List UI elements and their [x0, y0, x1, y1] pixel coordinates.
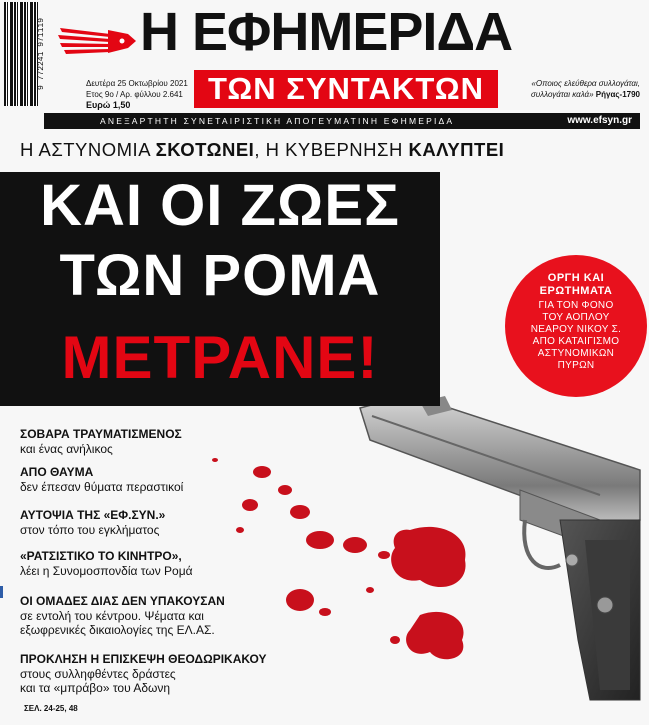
story-item[interactable]: [20, 652, 267, 695]
teaser-line-3: ΝΕΑΡΟΥ ΝΙΚΟΥ Σ.: [530, 324, 622, 335]
story-heading: ΣΟΒΑΡΑ ΤΡΑΥΜΑΤΙΣΜΕΝΟΣ: [20, 427, 182, 441]
issue-number: Ετος 9ο / Αρ. φύλλου 2.641: [86, 90, 183, 99]
tagline: ΑΝΕΞΑΡΤΗΤΗ ΣΥΝΕΤΑΙΡΙΣΤΙΚΗ ΑΠΟΓΕΥΜΑΤΙΝΗ ΕΦΗΜΕΡΙΔΑ: [100, 116, 455, 126]
story-item[interactable]: [20, 549, 193, 578]
story-item[interactable]: [20, 508, 165, 537]
teaser-title-line-1: ΟΡΓΗ ΚΑΙ: [547, 272, 605, 284]
story-body: στους συλληφθέντες δράστες: [20, 667, 176, 681]
headline-line-2: ΤΩΝ ΡΟΜΑ: [59, 243, 381, 308]
story-body: σε εντολή του κέντρου. Ψέματα και: [20, 609, 204, 623]
edge-strip: [0, 586, 3, 598]
issue-price: Ευρώ 1,50: [86, 100, 131, 110]
main-headline: [0, 172, 440, 406]
teaser-title-line-2: ΕΡΩΤΗΜΑΤΑ: [539, 285, 613, 297]
story-heading: «ΡΑΤΣΙΣΤΙΚΟ ΤΟ ΚΙΝΗΤΡΟ»,: [20, 549, 182, 563]
teaser-line-6: ΠΥΡΩΝ: [557, 360, 595, 371]
teaser-body: [511, 300, 641, 372]
page-reference: ΣΕΛ. 24-25, 48: [24, 704, 78, 713]
motto-quote-2: συλλογάται καλά»: [530, 90, 594, 99]
headline-line-1: ΚΑΙ ΟΙ ΖΩΕΣ: [40, 173, 400, 238]
story-item[interactable]: [20, 465, 183, 494]
website-link[interactable]: www.efsyn.gr: [567, 115, 632, 126]
headline-line-3: ΜΕΤΡΑΝΕ!: [61, 324, 379, 391]
story-item[interactable]: [20, 594, 225, 637]
issue-date: Δευτέρα 25 Οκτωβρίου 2021: [86, 79, 188, 88]
story-body: λέει η Συνομοσπονδία των Ρομά: [20, 564, 193, 578]
teaser-title: [505, 272, 647, 298]
teaser-line-5: ΑΣΤΥΝΟΜΙΚΩΝ: [537, 348, 615, 359]
kicker-part-1: Η ΑΣΤΥΝΟΜΙΑ: [20, 139, 156, 160]
story-heading: ΠΡΟΚΛΗΣΗ Η ΕΠΙΣΚΕΨΗ ΘΕΟΔΩΡΙΚΑΚΟΥ: [20, 652, 267, 666]
barcode-number: 9 772241 971119: [37, 18, 46, 91]
teaser-line-1: ΓΙΑ ΤΟΝ ΦΟΝΟ: [538, 300, 614, 311]
motto-author: Ρήγας-1790: [595, 90, 640, 99]
masthead-title: Η ΕΦΗΜΕΡΙΔΑ: [140, 2, 513, 62]
kicker-part-4: ΚΑΛΥΠΤΕΙ: [408, 139, 505, 160]
masthead-subtitle: ΤΩΝ ΣΥΝΤΑΚΤΩΝ: [194, 70, 498, 108]
teaser-line-4: ΑΠΟ ΚΑΤΑΙΓΙΣΜΟ: [532, 336, 620, 347]
teaser-circle: [505, 255, 647, 397]
teaser-line-2: ΤΟΥ ΑΟΠΛΟΥ: [542, 312, 610, 323]
story-heading: ΑΥΤΟΨΙΑ ΤΗΣ «ΕΦ.ΣΥΝ.»: [20, 508, 166, 522]
kicker-part-3: , Η ΚΥΒΕΡΝΗΣΗ: [254, 139, 409, 160]
story-body: και ένας ανήλικος: [20, 442, 113, 456]
story-body: στον τόπο του εγκλήματος: [20, 523, 160, 537]
story-heading: ΑΠΟ ΘΑΥΜΑ: [20, 465, 94, 479]
story-body: εξωφρενικές δικαιολογίες της ΕΛ.ΑΣ.: [20, 623, 215, 637]
motto-quote: «Οποιος ελεύθερα συλλογάται,: [531, 79, 640, 88]
story-body: και τα «μπράβο» του Αδωνη: [20, 681, 171, 695]
story-heading: ΟΙ ΟΜΑΔΕΣ ΔΙΑΣ ΔΕΝ ΥΠΑΚΟΥΣΑΝ: [20, 594, 225, 608]
story-body: δεν έπεσαν θύματα περαστικοί: [20, 480, 184, 494]
kicker-part-2: ΣΚΟΤΩΝΕΙ: [155, 139, 255, 160]
story-item[interactable]: [20, 427, 182, 456]
